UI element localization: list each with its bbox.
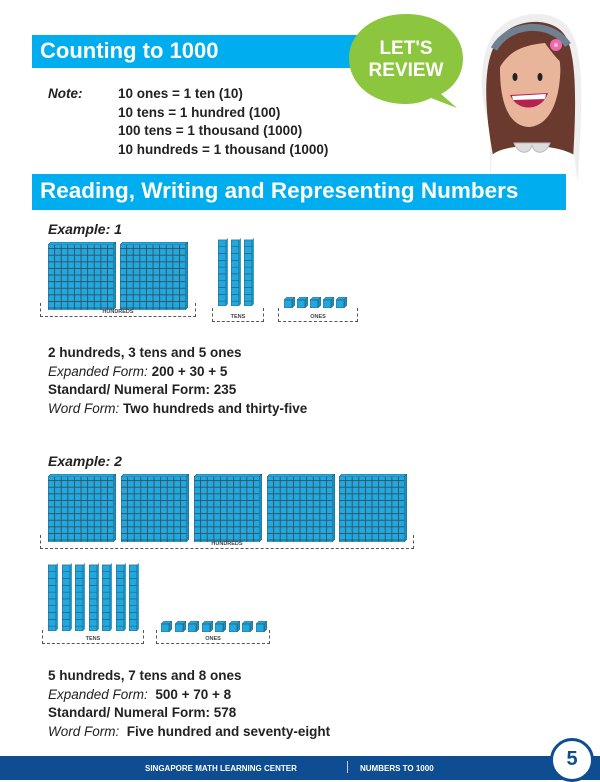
ten-rod-icon xyxy=(75,563,85,631)
hundred-flat-icon xyxy=(194,474,262,542)
tens-bracket: TENS xyxy=(42,630,144,644)
standard-form: Standard/ Numeral Form: 578 xyxy=(48,705,237,720)
expanded-label: Expanded Form: xyxy=(48,363,148,379)
hundred-flat-icon xyxy=(120,242,188,310)
one-cube-icon xyxy=(284,297,295,308)
ones-bracket: ONES xyxy=(156,630,270,644)
note-label: Note: xyxy=(48,86,83,101)
word-label: Word Form: xyxy=(48,400,120,416)
ten-rod-icon xyxy=(102,563,112,631)
note-line: 100 tens = 1 thousand (1000) xyxy=(118,123,303,138)
summary: 5 hundreds, 7 tens and 8 ones xyxy=(48,668,242,683)
ten-rod-icon xyxy=(116,563,126,631)
svg-text:LET'S: LET'S xyxy=(379,38,433,59)
page-number: 5 xyxy=(550,738,594,782)
section-banner-reading xyxy=(32,174,566,210)
footer-divider xyxy=(347,761,348,773)
one-cube-icon xyxy=(323,297,334,308)
hundred-flat-icon xyxy=(48,242,116,310)
example-label: Example: 2 xyxy=(48,453,122,469)
word-label: Word Form: xyxy=(48,723,120,739)
one-cube-icon xyxy=(336,297,347,308)
word-value: Five hundred and seventy-eight xyxy=(126,723,331,739)
section-title: Counting to 1000 xyxy=(40,38,219,63)
summary: 2 hundreds, 3 tens and 5 ones xyxy=(48,345,242,360)
girl-mascot-icon xyxy=(470,5,590,185)
hundred-flat-icon xyxy=(339,474,407,542)
ten-rod-icon xyxy=(89,563,99,631)
note-line: 10 tens = 1 hundred (100) xyxy=(118,104,281,120)
tens-bracket: TENS xyxy=(212,308,264,322)
word-value: Two hundreds and thirty-five xyxy=(123,400,308,416)
ten-rod-icon xyxy=(48,563,58,631)
one-cube-icon xyxy=(310,297,321,308)
ten-rod-icon xyxy=(244,238,254,306)
note-line: 10 ones = 1 ten (10) xyxy=(118,86,243,101)
expanded-value: 500 + 70 + 8 xyxy=(155,686,232,702)
note-line: 10 hundreds = 1 thousand (1000) xyxy=(118,141,329,157)
expanded-value: 200 + 30 + 5 xyxy=(151,363,228,379)
ten-rod-icon xyxy=(62,563,72,631)
hundreds-bracket: HUNDREDS xyxy=(40,303,196,317)
example-1-description xyxy=(48,344,307,418)
hundred-flat-icon xyxy=(121,474,189,542)
ten-rod-icon xyxy=(129,563,139,631)
footer-chapter: NUMBERS TO 1000 xyxy=(360,764,434,773)
one-cube-icon xyxy=(297,297,308,308)
lets-review-bubble-icon xyxy=(345,10,467,110)
example-2-description xyxy=(48,667,330,741)
standard-form: Standard/ Numeral Form: 235 xyxy=(48,382,237,397)
footer-org: SINGAPORE MATH LEARNING CENTER xyxy=(145,764,297,773)
svg-text:REVIEW: REVIEW xyxy=(368,60,444,81)
footer xyxy=(0,756,600,780)
example-label: Example: 1 xyxy=(48,221,122,237)
hundred-flat-icon xyxy=(48,474,116,542)
hundreds-bracket: HUNDREDS xyxy=(40,535,414,549)
hundred-flat-icon xyxy=(267,474,335,542)
ten-rod-icon xyxy=(218,238,228,306)
ones-bracket: ONES xyxy=(278,308,358,322)
ten-rod-icon xyxy=(231,238,241,306)
section-title: Reading, Writing and Representing Numbers xyxy=(40,178,519,203)
expanded-label: Expanded Form: xyxy=(48,686,148,702)
